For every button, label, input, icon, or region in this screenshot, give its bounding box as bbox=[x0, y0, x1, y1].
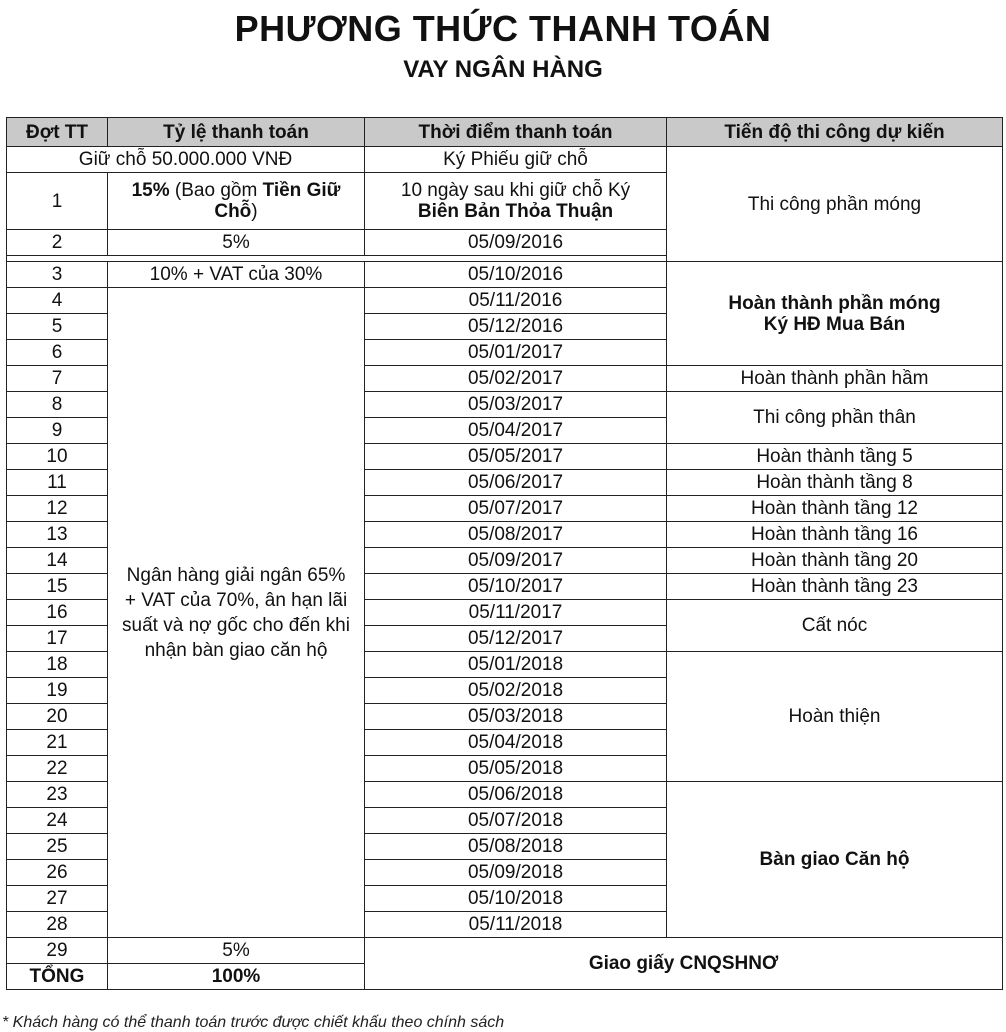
installment-no: 25 bbox=[7, 834, 108, 860]
payment-time: 10 ngày sau khi giữ chỗ Ký Biên Bản Thỏa Thuận bbox=[365, 173, 667, 230]
progress-floor-8: Hoàn thành tầng 8 bbox=[667, 470, 1003, 496]
payment-time: 05/10/2017 bbox=[365, 574, 667, 600]
total-rate: 100% bbox=[108, 964, 365, 990]
installment-no: 28 bbox=[7, 912, 108, 938]
payment-time: 05/08/2017 bbox=[365, 522, 667, 548]
deposit-label: Giữ chỗ 50.000.000 VNĐ bbox=[7, 147, 365, 173]
payment-rate: 5% bbox=[108, 230, 365, 256]
payment-time: 05/12/2017 bbox=[365, 626, 667, 652]
installment-no: 16 bbox=[7, 600, 108, 626]
installment-no: 23 bbox=[7, 782, 108, 808]
page-subtitle: VAY NGÂN HÀNG bbox=[403, 56, 603, 83]
payment-time: 05/09/2018 bbox=[365, 860, 667, 886]
payment-time: 05/02/2017 bbox=[365, 366, 667, 392]
installment-no: 4 bbox=[7, 288, 108, 314]
progress-floor-16: Hoàn thành tầng 16 bbox=[667, 522, 1003, 548]
installment-no: 6 bbox=[7, 340, 108, 366]
payment-time: 05/09/2017 bbox=[365, 548, 667, 574]
installment-no: 17 bbox=[7, 626, 108, 652]
progress-floor-5: Hoàn thành tầng 5 bbox=[667, 444, 1003, 470]
installment-no: 15 bbox=[7, 574, 108, 600]
installment-no: 21 bbox=[7, 730, 108, 756]
total-label: TỔNG bbox=[7, 964, 108, 990]
payment-time: 05/11/2018 bbox=[365, 912, 667, 938]
progress-handover: Bàn giao Căn hộ bbox=[667, 782, 1003, 938]
payment-time: 05/11/2017 bbox=[365, 600, 667, 626]
payment-time: 05/05/2018 bbox=[365, 756, 667, 782]
progress-body: Thi công phần thân bbox=[667, 392, 1003, 444]
header-installment: Đợt TT bbox=[7, 118, 108, 147]
installment-no: 9 bbox=[7, 418, 108, 444]
payment-time: 05/10/2016 bbox=[365, 262, 667, 288]
installment-no: 14 bbox=[7, 548, 108, 574]
payment-time: 05/03/2018 bbox=[365, 704, 667, 730]
payment-time: 05/08/2018 bbox=[365, 834, 667, 860]
installment-no: 7 bbox=[7, 366, 108, 392]
payment-time: 05/04/2017 bbox=[365, 418, 667, 444]
payment-time: 05/12/2016 bbox=[365, 314, 667, 340]
progress-finishing: Hoàn thiện bbox=[667, 652, 1003, 782]
progress-topping-out: Cất nóc bbox=[667, 600, 1003, 652]
payment-time: 05/02/2018 bbox=[365, 678, 667, 704]
payment-time: 05/10/2018 bbox=[365, 886, 667, 912]
installment-no: 18 bbox=[7, 652, 108, 678]
payment-schedule-table bbox=[6, 117, 1003, 990]
payment-rate: 10% + VAT của 30% bbox=[108, 262, 365, 288]
table-row bbox=[7, 938, 1003, 964]
installment-no: 24 bbox=[7, 808, 108, 834]
installment-no: 2 bbox=[7, 230, 108, 256]
installment-no: 26 bbox=[7, 860, 108, 886]
table-header-row bbox=[7, 118, 1003, 147]
progress-certificate: Giao giấy CNQSHNƠ bbox=[365, 938, 1003, 990]
payment-time: 05/06/2017 bbox=[365, 470, 667, 496]
deposit-time: Ký Phiếu giữ chỗ bbox=[365, 147, 667, 173]
payment-rate: 5% bbox=[108, 938, 365, 964]
footnote: * Khách hàng có thể thanh toán trước được chiết khấu theo chính sách bbox=[2, 1014, 505, 1031]
payment-time: 05/01/2017 bbox=[365, 340, 667, 366]
payment-time: 05/06/2018 bbox=[365, 782, 667, 808]
payment-time: 05/01/2018 bbox=[365, 652, 667, 678]
installment-no: 11 bbox=[7, 470, 108, 496]
installment-no: 19 bbox=[7, 678, 108, 704]
table-row-deposit bbox=[7, 147, 1003, 173]
payment-time: 05/03/2017 bbox=[365, 392, 667, 418]
installment-no: 22 bbox=[7, 756, 108, 782]
payment-time: 05/09/2016 bbox=[365, 230, 667, 256]
installment-no: 20 bbox=[7, 704, 108, 730]
installment-no: 1 bbox=[7, 173, 108, 230]
payment-time: 05/07/2018 bbox=[365, 808, 667, 834]
progress-floor-20: Hoàn thành tầng 20 bbox=[667, 548, 1003, 574]
bank-disbursement-rate: Ngân hàng giải ngân 65% + VAT của 70%, ân hạn lãi suất và nợ gốc cho đến khi nhận bàn giao căn hộ bbox=[108, 288, 365, 938]
installment-no: 3 bbox=[7, 262, 108, 288]
table-row bbox=[7, 262, 1003, 288]
page-title: PHƯƠNG THỨC THANH TOÁN bbox=[234, 8, 772, 49]
payment-rate: 15% (Bao gồm Tiền Giữ Chỗ) bbox=[108, 173, 365, 230]
progress-basement: Hoàn thành phần hầm bbox=[667, 366, 1003, 392]
payment-time: 05/11/2016 bbox=[365, 288, 667, 314]
payment-time: 05/07/2017 bbox=[365, 496, 667, 522]
payment-time: 05/04/2018 bbox=[365, 730, 667, 756]
installment-no: 12 bbox=[7, 496, 108, 522]
header-progress: Tiến độ thi công dự kiến bbox=[667, 118, 1003, 147]
payment-time: 05/05/2017 bbox=[365, 444, 667, 470]
progress-foundation: Thi công phần móng bbox=[667, 147, 1003, 262]
installment-no: 8 bbox=[7, 392, 108, 418]
installment-no: 27 bbox=[7, 886, 108, 912]
header-time: Thời điểm thanh toán bbox=[365, 118, 667, 147]
progress-foundation-complete: Hoàn thành phần móng Ký HĐ Mua Bán bbox=[667, 262, 1003, 366]
progress-floor-23: Hoàn thành tầng 23 bbox=[667, 574, 1003, 600]
installment-no: 29 bbox=[7, 938, 108, 964]
installment-no: 5 bbox=[7, 314, 108, 340]
installment-no: 10 bbox=[7, 444, 108, 470]
header-rate: Tỷ lệ thanh toán bbox=[108, 118, 365, 147]
installment-no: 13 bbox=[7, 522, 108, 548]
progress-floor-12: Hoàn thành tầng 12 bbox=[667, 496, 1003, 522]
